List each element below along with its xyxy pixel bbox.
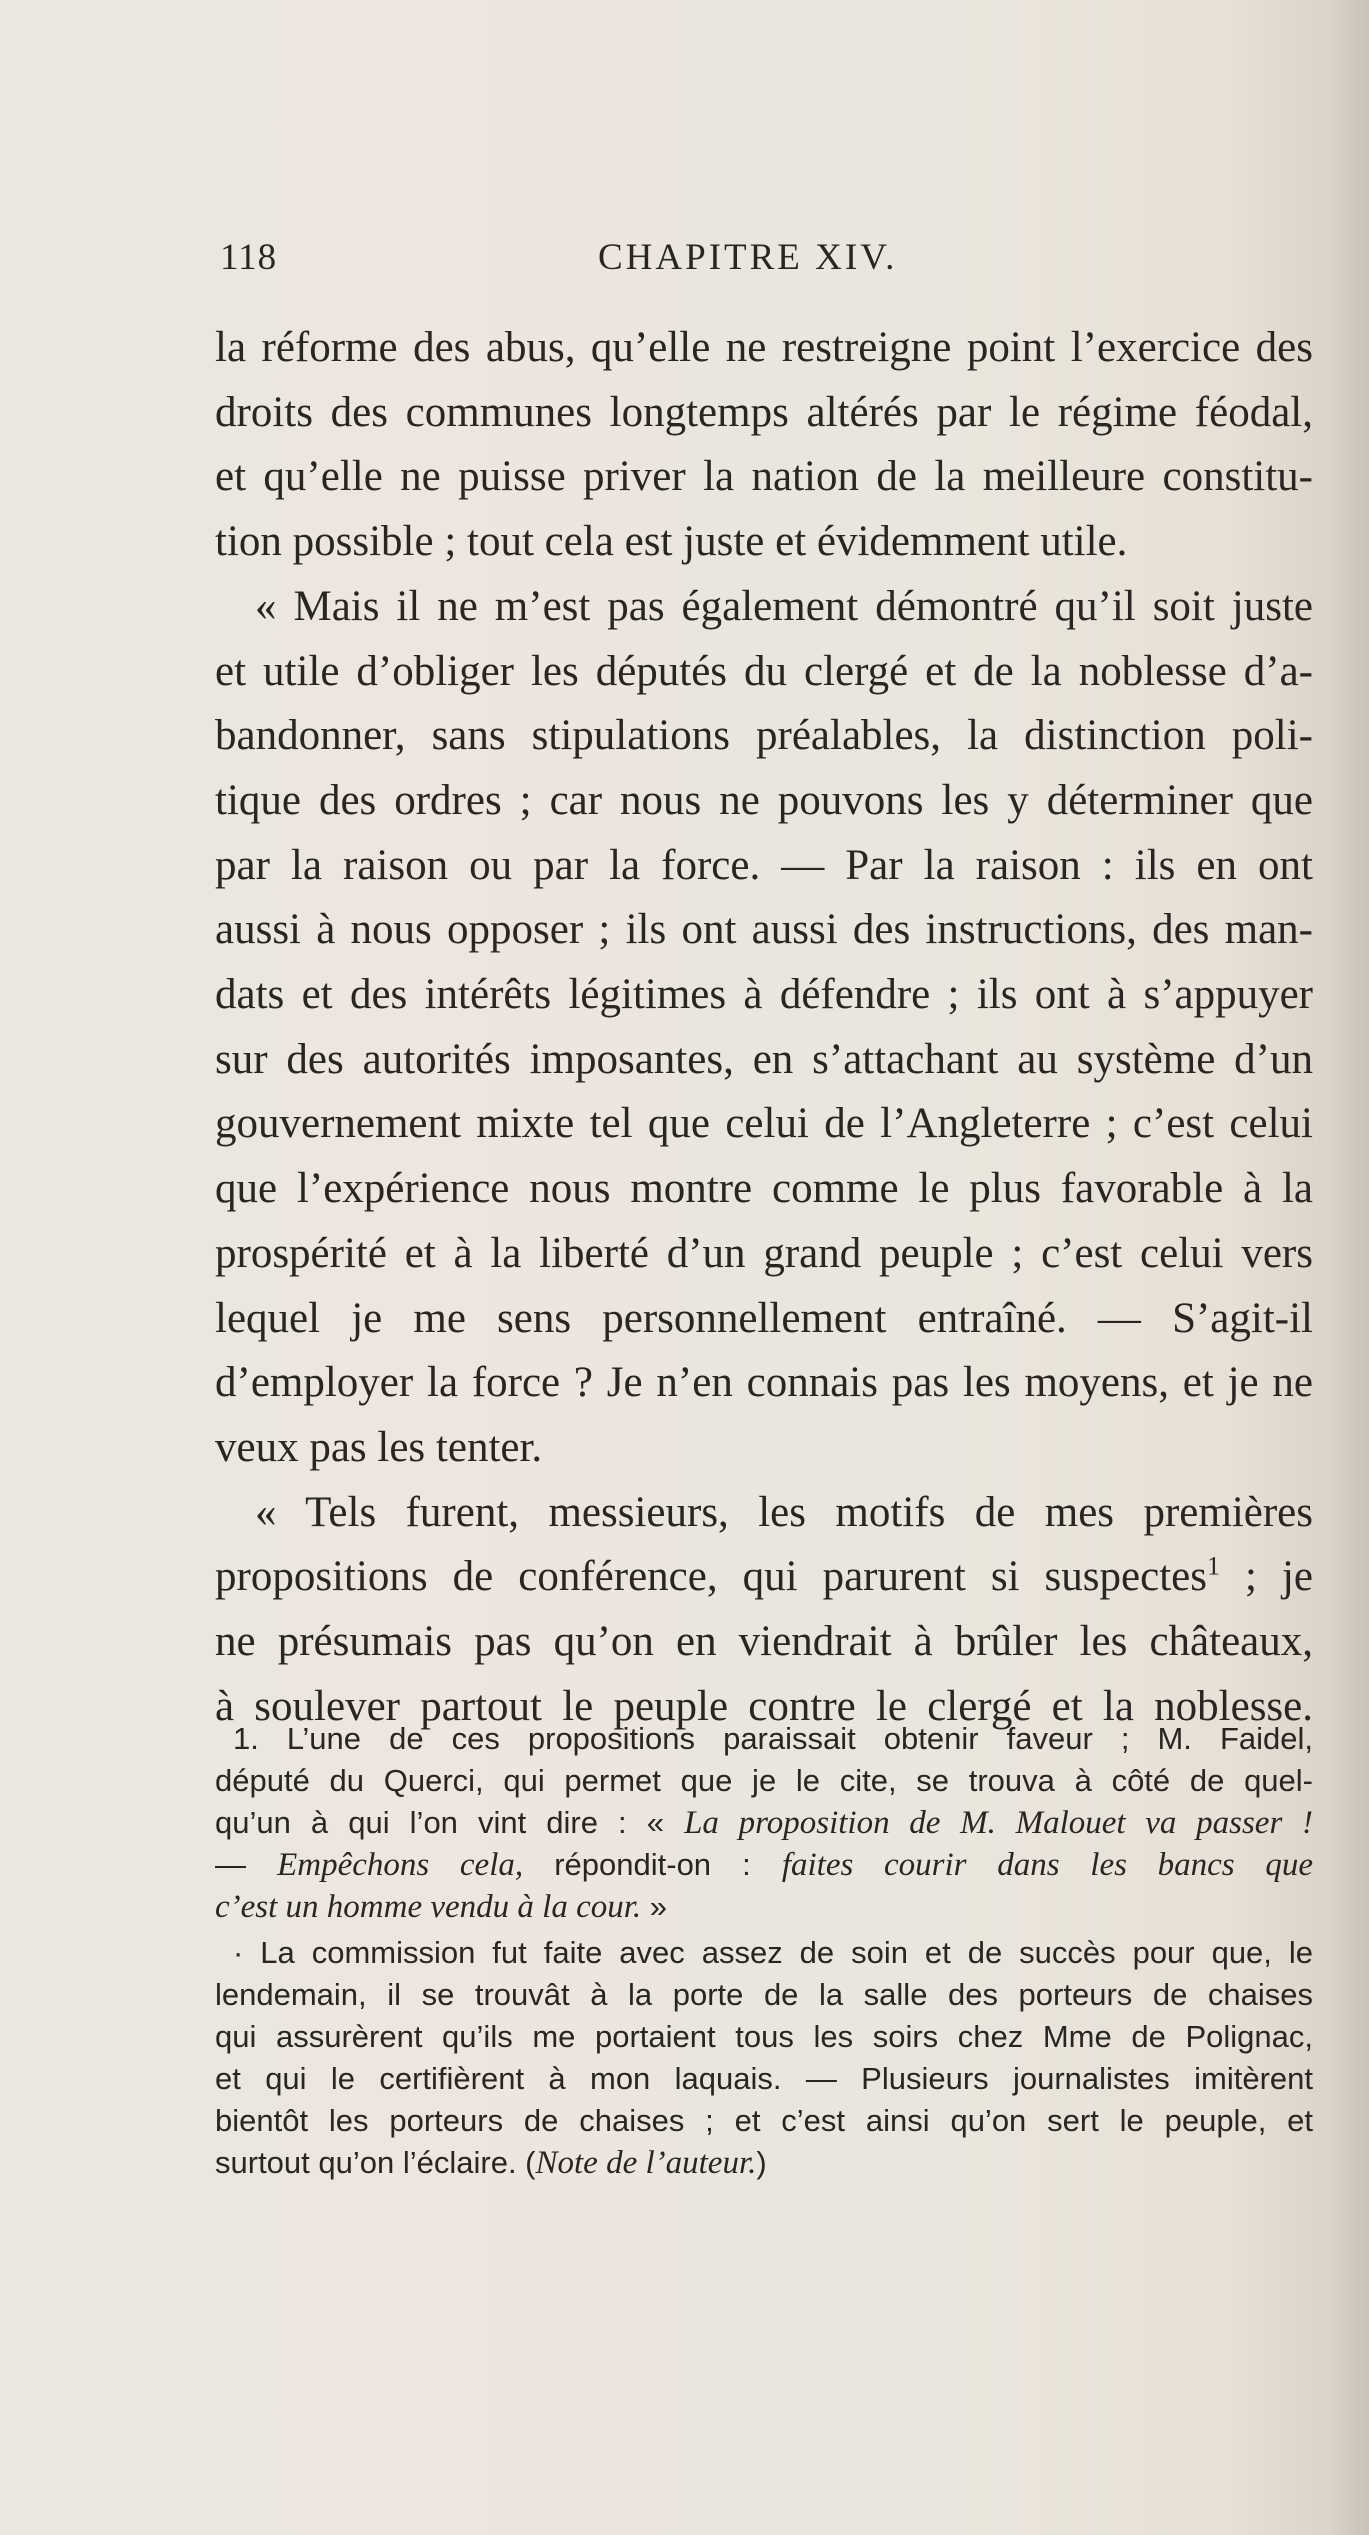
text-line: bandonner, sans stipulations préalables, la distinction poli- [215,712,1313,760]
italic-quote: c’est un homme vendu à la cour. [215,1889,642,1925]
text-segment: surtout qu’on l’éclaire. ( [215,2145,536,2180]
footnote-line: qui assurèrent qu’ils me portaient tous les soirs chez Mme de Polignac, [215,2019,1313,2054]
text-segment: — [215,1847,278,1882]
text-line: que l’expérience nous montre comme le plus favorable à la [215,1165,1313,1213]
text-line: et qu’elle ne puisse priver la nation de la meilleure constitu- [215,453,1313,501]
main-text [215,316,1313,1739]
text-line: d’employer la force ? Je n’en connais pas les moyens, et je ne [215,1359,1313,1407]
text-line: « Mais il ne m’est pas également démontré qu’il soit juste [255,582,1313,630]
running-head: CHAPITRE XIV. [598,237,898,278]
text-segment: ) [756,2145,767,2180]
footnotes [215,1718,1313,2184]
text-line: la réforme des abus, qu’elle ne restreigne point l’exercice des [215,324,1313,371]
footnote-line: lendemain, il se trouvât à la porte de la salle des porteurs de chaises [215,1977,1313,2012]
text-segment: ; je [1219,1553,1313,1601]
text-segment: qu’un à qui l’on vint dire : « [215,1805,685,1840]
text-line: sur des autorités imposantes, en s’attachant au système d’un [215,1035,1313,1083]
text-line: prospérité et à la liberté d’un grand peuple ; c’est celui vers [215,1229,1313,1277]
footnote-line: et qui le certifièrent à mon laquais. — Plusieurs journalistes imitèrent [215,2061,1313,2096]
text-line: et utile d’obliger les députés du clergé et de la noblesse d’a- [215,647,1313,695]
text-line: aussi à nous opposer ; ils ont aussi des instructions, des man- [215,906,1313,954]
text-line: tique des ordres ; car nous ne pouvons les y déterminer que [215,776,1313,824]
text-line: par la raison ou par la force. — Par la raison : ils en ont [215,841,1313,889]
italic-quote: faites courir dans les bancs que [781,1847,1313,1883]
text-line: ne présumais pas qu’on en viendrait à brûler les châteaux, [215,1618,1313,1666]
text-line: lequel je me sens personnellement entraîné. — S’agit-il [215,1294,1313,1342]
italic-note: Note de l’auteur. [535,2145,757,2181]
text-segment: propositions de conférence, qui parurent si suspectes [215,1553,1207,1601]
text-segment: répondit-on : [523,1847,782,1882]
italic-quote: Empêchons cela, [277,1847,524,1883]
page-edge-shadow [1329,0,1369,2535]
italic-quote: La proposition de M. Malouet va passer ! [684,1805,1313,1841]
page-header [220,236,1320,286]
footnote-line [215,1802,1313,1844]
text-line [215,1545,1313,1610]
text-line: à soulever partout le peuple contre le clergé et la noblesse. [215,1682,1313,1730]
footnote-ref: 1 [1206,1552,1220,1582]
text-line: tion possible ; tout cela est juste et évidemment utile. [215,518,1128,566]
text-line: dats et des intérêts légitimes à défendre ; ils ont à s’appuyer [215,971,1313,1019]
footnote-line [215,2142,1313,2184]
text-line: gouvernement mixte tel que celui de l’Angleterre ; c’est celui [215,1100,1313,1148]
text-line: droits des communes longtemps altérés par le régime féodal, [215,388,1313,436]
text-line: veux pas les tenter. [215,1423,543,1471]
footnote-line: bientôt les porteurs de chaises ; et c’est ainsi qu’on sert le peuple, et [215,2103,1313,2138]
footnote-line [215,1886,1313,1928]
text-line: « Tels furent, messieurs, les motifs de mes premières [255,1488,1313,1536]
page-number: 118 [220,237,278,278]
footnote-line: 1. L’une de ces propositions paraissait obtenir faveur ; M. Faidel, [233,1721,1313,1756]
footnote-line [215,1844,1313,1886]
footnote-line: · La commission fut faite avec assez de soin et de succès pour que, le [233,1935,1313,1970]
footnote-line: député du Querci, qui permet que je le cite, se trouva à côté de quel- [215,1763,1313,1798]
text-segment: » [641,1889,668,1924]
